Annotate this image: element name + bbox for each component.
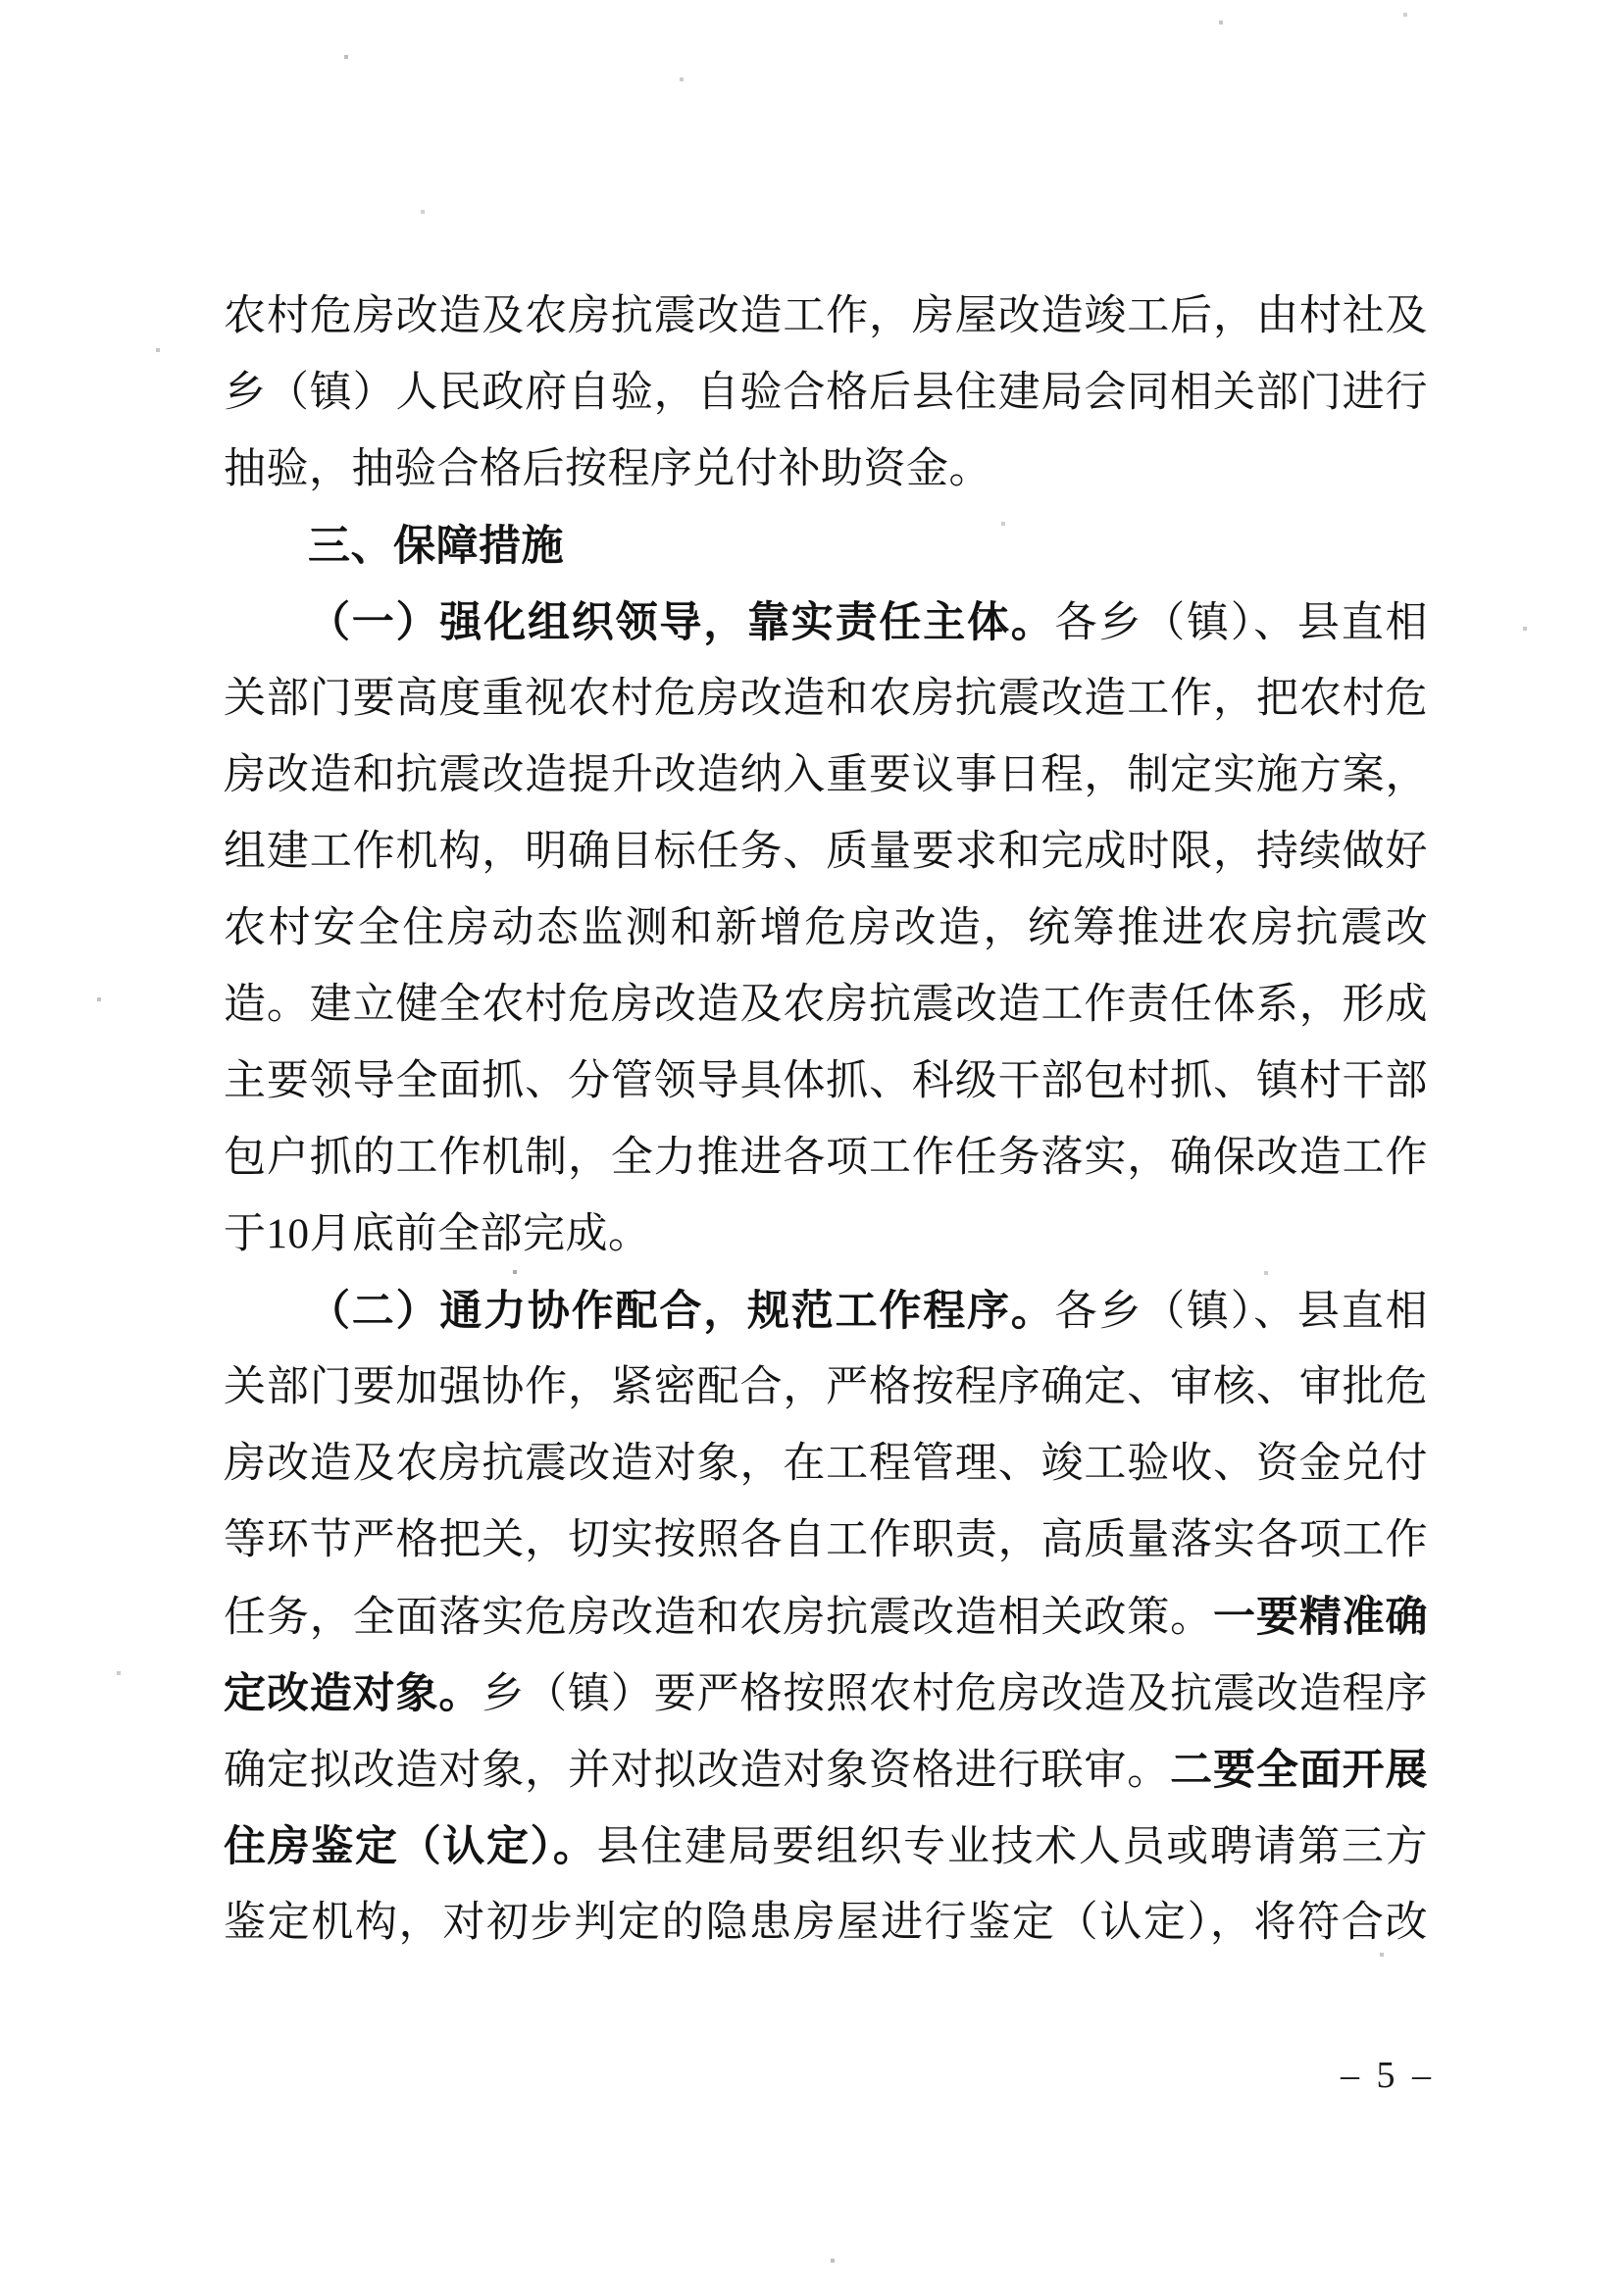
body-text: 于10月底前全部完成。: [224, 1211, 651, 1257]
emphasis-text: 定改造对象。: [224, 1670, 482, 1717]
document-line: [224, 1273, 1428, 1350]
document-line: [224, 1426, 1428, 1503]
emphasis-text: 二要全面开展: [1170, 1747, 1429, 1794]
document-line: [224, 508, 1428, 585]
body-text: 确定拟改造对象，并对拟改造对象资格进行联审。: [224, 1748, 1171, 1794]
document-line: [224, 1656, 1428, 1732]
document-line: [224, 738, 1428, 814]
document-line: [224, 432, 1428, 508]
document-line: [224, 279, 1428, 355]
document-line: [224, 1044, 1428, 1120]
document-body: [224, 279, 1428, 1962]
body-text: 造。建立健全农村危房改造及农房抗震改造工作责任体系，形成: [224, 982, 1428, 1028]
body-text: 县住建局要组织专业技术人员或聘请第三方: [596, 1824, 1428, 1870]
document-line: [224, 1350, 1428, 1426]
document-line: [224, 1885, 1428, 1962]
body-text: 房改造和抗震改造提升改造纳入重要议事日程，制定实施方案，: [224, 752, 1428, 798]
body-text: 各乡（镇）、县直相: [1054, 600, 1429, 646]
emphasis-text: （二）通力协作配合，规范工作程序。: [308, 1288, 1055, 1335]
body-text: 各乡（镇）、县直相: [1054, 1289, 1429, 1335]
document-line: [224, 1120, 1428, 1197]
body-text: 关部门要加强协作，紧密配合，严格按程序确定、审核、审批危: [224, 1364, 1428, 1410]
document-line: [224, 1732, 1428, 1809]
page-number: – 5 –: [1341, 2055, 1435, 2096]
scan-noise: [0, 0, 2, 2]
body-text: 房改造及农房抗震改造对象，在工程管理、竣工验收、资金兑付: [224, 1441, 1428, 1487]
body-text: 任务，全面落实危房改造和农房抗震改造相关政策。: [224, 1595, 1214, 1641]
document-line: [224, 814, 1428, 891]
body-text: 农村危房改造及农房抗震改造工作，房屋改造竣工后，由村社及: [224, 293, 1428, 339]
document-line: [224, 585, 1428, 661]
document-line: [224, 1579, 1428, 1656]
document-line: [224, 1809, 1428, 1885]
emphasis-text: （一）强化组织领导，靠实责任主体。: [308, 599, 1055, 646]
body-text: 主要领导全面抓、分管领导具体抓、科级干部包村抓、镇村干部: [224, 1058, 1428, 1104]
document-line: [224, 967, 1428, 1044]
emphasis-text: 三、保障措施: [308, 523, 564, 570]
body-text: 农村安全住房动态监测和新增危房改造，统筹推进农房抗震改: [224, 905, 1428, 951]
body-text: 抽验，抽验合格后按程序兑付补助资金。: [224, 446, 991, 492]
body-text: 乡（镇）人民政府自验，自验合格后县住建局会同相关部门进行: [224, 370, 1428, 416]
document-line: [224, 355, 1428, 432]
body-text: 等环节严格把关，切实按照各自工作职责，高质量落实各项工作: [224, 1517, 1428, 1563]
document-line: [224, 661, 1428, 738]
body-text: 组建工作机构，明确目标任务、质量要求和完成时限，持续做好: [224, 829, 1428, 875]
document-line: [224, 891, 1428, 967]
emphasis-text: 一要精准确: [1213, 1594, 1429, 1641]
body-text: 乡（镇）要严格按照农村危房改造及抗震改造程序: [482, 1671, 1429, 1717]
body-text: 关部门要高度重视农村危房改造和农房抗震改造工作，把农村危: [224, 676, 1428, 722]
document-line: [224, 1503, 1428, 1579]
body-text: 包户抓的工作机制，全力推进各项工作任务落实，确保改造工作: [224, 1135, 1428, 1181]
body-text: 鉴定机构，对初步判定的隐患房屋进行鉴定（认定），将符合改: [224, 1900, 1428, 1946]
document-line: [224, 1197, 1428, 1273]
emphasis-text: 住房鉴定（认定）。: [224, 1823, 597, 1870]
